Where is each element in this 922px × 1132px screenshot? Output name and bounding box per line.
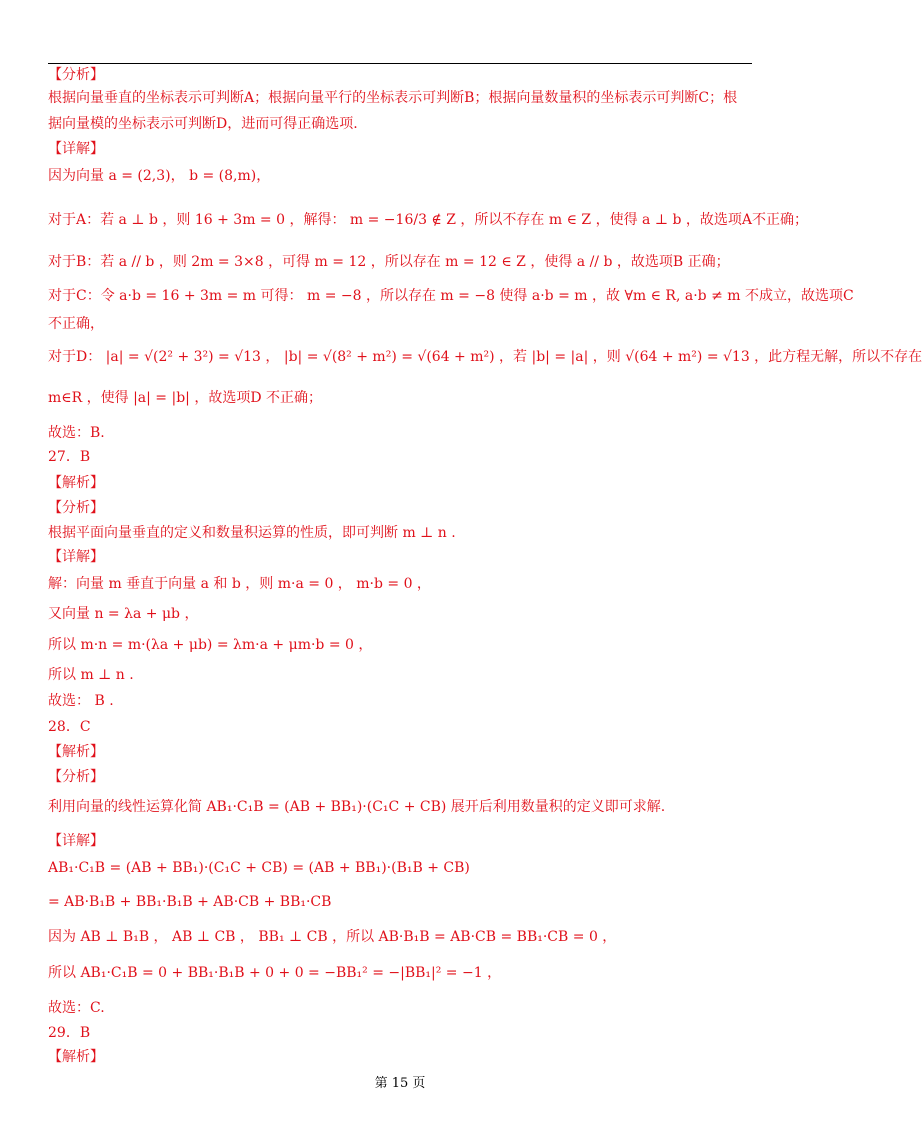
q28-number: 28．C	[48, 719, 91, 735]
header-rule	[48, 63, 752, 64]
q27-detail-heading: 【详解】	[48, 549, 104, 565]
page-footer: 第 15 页	[374, 1076, 426, 1091]
q28-equation-1: AB₁·C₁B = (AB + BB₁)·(C₁C + CB) = (AB + BB₁)·(B₁B + CB)	[48, 860, 470, 876]
q26-analysis-line-2: 据向量模的坐标表示可判断D，进而可得正确选项.	[48, 116, 358, 132]
q26-choose: 故选：B.	[48, 425, 105, 441]
q26-analysis-heading: 【分析】	[48, 67, 104, 83]
q26-analysis-line-1: 根据向量垂直的坐标表示可判断A；根据向量平行的坐标表示可判断B；根据向量数量积的坐标表示可判断C；根	[48, 90, 738, 106]
q27-step-4: 所以 m ⊥ n .	[48, 667, 134, 683]
q28-equation-4: 所以 AB₁·C₁B = 0 + BB₁·B₁B + 0 + 0 = −BB₁² = −|BB₁|² = −1 ，	[48, 965, 502, 981]
q27-step-2: 又向量 n = λa + μb ，	[48, 606, 199, 622]
q26-detail-heading: 【详解】	[48, 141, 104, 157]
q28-equation-3: 因为 AB ⊥ B₁B ， AB ⊥ CB ， BB₁ ⊥ CB ，所以 AB·B₁B = AB·CB = BB₁·CB = 0 ，	[48, 929, 617, 945]
q27-number: 27．B	[48, 449, 91, 465]
q26-option-d-line-1: 对于D： |a| = √(2² + 3²) = √13 ， |b| = √(8² + m²) = √(64 + m²) ，若 |b| = |a| ，则 √(64 + m²) = √13 ，此方程无解，所以不存在	[48, 349, 922, 365]
q28-analysis: 利用向量的线性运算化简 AB₁·C₁B = (AB + BB₁)·(C₁C + CB) 展开后利用数量积的定义即可求解.	[48, 799, 666, 815]
q26-option-b: 对于B：若 a // b ，则 2m = 3×8 ，可得 m = 12 ，所以存在 m = 12 ∈ Z ，使得 a // b ，故选项B 正确；	[48, 254, 730, 270]
q27-analysis: 根据平面向量垂直的定义和数量积运算的性质，即可判断 m ⊥ n .	[48, 525, 456, 541]
q26-option-d-line-2: m∈R ，使得 |a| = |b| ，故选项D 不正确；	[48, 390, 323, 406]
q27-step-3: 所以 m·n = m·(λa + μb) = λm·a + μm·b = 0 ，	[48, 637, 373, 653]
q26-given: 因为向量 a = (2,3)， b = (8,m)，	[48, 168, 271, 184]
q28-explain-heading: 【解析】	[48, 744, 104, 760]
q27-step-1: 解：向量 m 垂直于向量 a 和 b ，则 m·a = 0 ， m·b = 0 ，	[48, 576, 431, 592]
q26-option-c-line-1: 对于C：令 a·b = 16 + 3m = m 可得： m = −8 ，所以存在 m = −8 使得 a·b = m ，故 ∀m ∈ R, a·b ≠ m 不成立，故选项C	[48, 288, 854, 304]
q27-analysis-heading: 【分析】	[48, 500, 104, 516]
q26-option-a: 对于A：若 a ⊥ b ，则 16 + 3m = 0 ，解得： m = −16/3 ∉ Z ，所以不存在 m ∈ Z ，使得 a ⊥ b ，故选项A不正确；	[48, 212, 808, 228]
q27-explain-heading: 【解析】	[48, 475, 104, 491]
q28-detail-heading: 【详解】	[48, 833, 104, 849]
q28-equation-2: = AB·B₁B + BB₁·B₁B + AB·CB + BB₁·CB	[48, 894, 332, 910]
q27-choose: 故选： B .	[48, 693, 114, 709]
q29-explain-heading: 【解析】	[48, 1049, 104, 1065]
q28-analysis-heading: 【分析】	[48, 769, 104, 785]
q28-choose: 故选：C.	[48, 1000, 105, 1016]
q29-number: 29．B	[48, 1025, 91, 1041]
q26-option-c-line-2: 不正确，	[48, 316, 104, 332]
